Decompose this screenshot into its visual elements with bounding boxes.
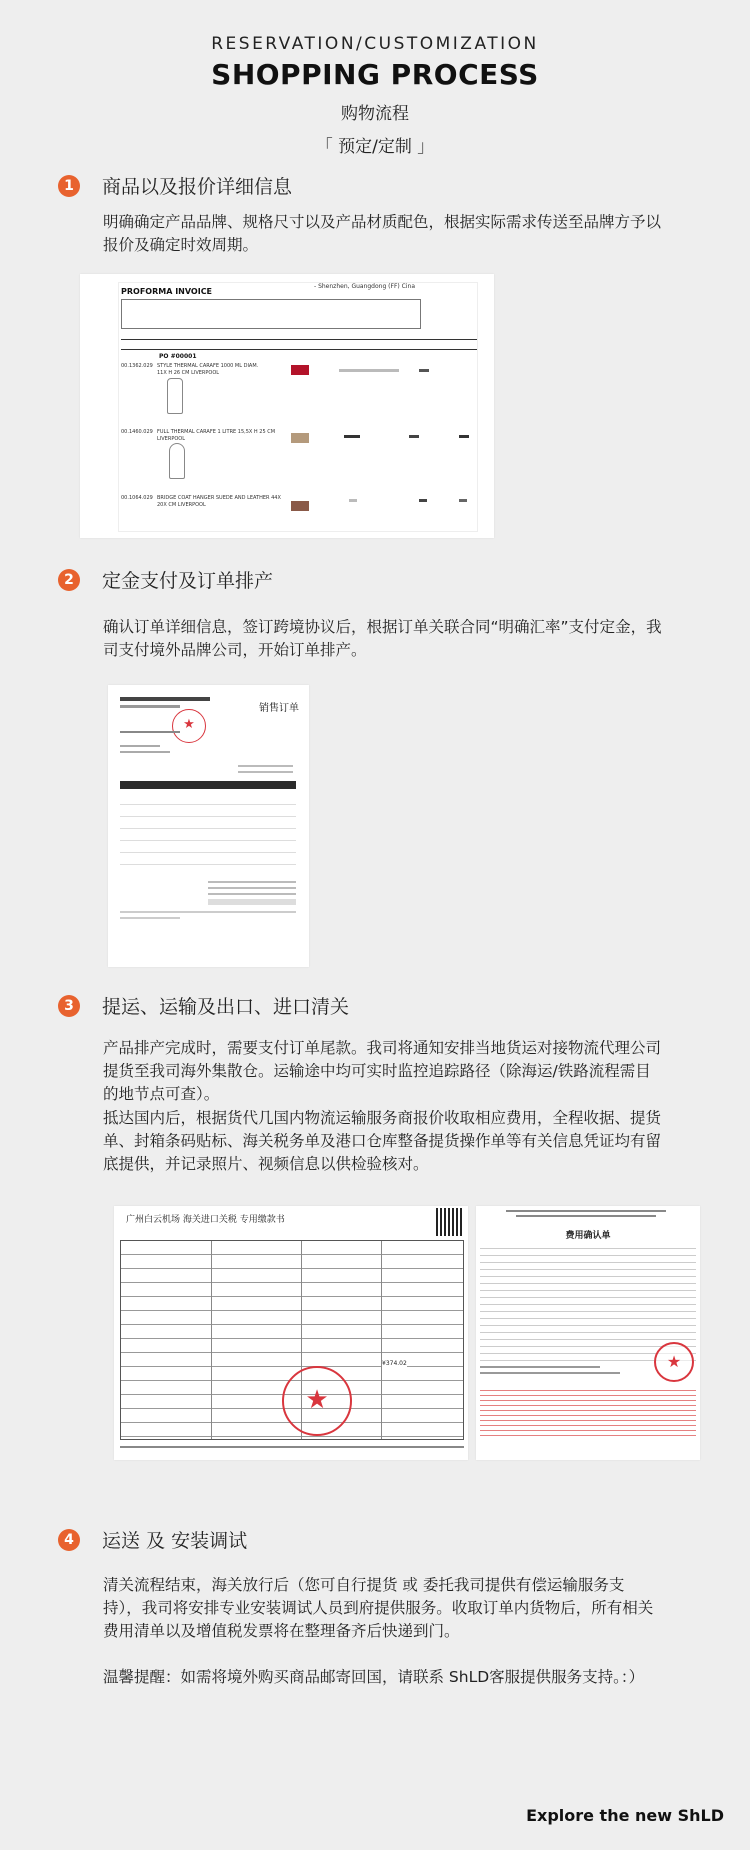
fee-title: 费用确认单 [565, 1231, 611, 1241]
step-4-reminder: 温馨提醒：如需将境外购买商品邮寄回国，请联系 ShLD客服提供服务支持。：） [103, 1668, 645, 1686]
fee-stamp-icon: ★ [654, 1342, 694, 1382]
color-swatch-red [291, 365, 309, 375]
fee-notes [480, 1386, 696, 1436]
proforma-invoice-image [80, 274, 494, 538]
page-title-cn: 购物流程 [341, 104, 409, 124]
proforma-header-right: - Shenzhen, Guangdong (FF) Cina [314, 283, 416, 290]
step-number-badge: 3 [58, 995, 80, 1017]
proforma-item: 00.1460.029 [121, 429, 153, 435]
table-header-bar [120, 781, 296, 789]
page-header [0, 34, 750, 157]
customs-payment-image [114, 1206, 468, 1460]
proforma-po: PO #00001 [159, 353, 197, 360]
step-title: 运送 及 安装调试 [102, 1530, 248, 1552]
step-1-header [58, 172, 292, 199]
page-title: SHOPPING PROCESS [211, 58, 539, 91]
step-2-header [58, 566, 273, 593]
proforma-header-grid [121, 299, 421, 329]
carafe-thumbnail [169, 443, 185, 479]
step-title: 商品以及报价详细信息 [102, 176, 293, 198]
customs-title: 广州白云机场 海关进口关税 专用缴款书 [126, 1215, 285, 1225]
step-3-description: 产品排产完成时，需要支付订单尾款。我司将通知安排当地货运对接物流代理公司提货至我司海外集散仓。运输途中均可实时监控追踪路径（除海运/铁路流程需目的地节点可查）。 [103, 1039, 662, 1103]
proforma-title: PROFORMA INVOICE [121, 287, 213, 296]
footer-link[interactable]: Explore the new ShLD [526, 1806, 724, 1825]
customs-total: ¥374.02 [382, 1360, 407, 1367]
color-swatch-beige [291, 433, 309, 443]
qr-code-icon [436, 1208, 464, 1236]
step-number-badge: 4 [58, 1529, 80, 1551]
proforma-item-desc: STYLE THERMAL CARAFE 1000 ML DIAM. 11X H 26 CM LIVERPOOL [157, 363, 259, 376]
step-3-description-2: 抵达国内后，根据货代几国内物流运输服务商报价收取相应费用，全程收据、提货单、封箱条码贴标、海关税务单及港口仓库整备提货操作单等有关信息凭证均有留底提供，并记录照片、视频信息以供检验核对。 [103, 1109, 662, 1173]
company-stamp-icon: ★ [172, 709, 206, 743]
proforma-item: 00.1362.029 [121, 363, 153, 369]
step-1-description: 明确确定产品品牌、规格尺寸以及产品材质配色，根据实际需求传送至品牌方予以报价及确定时效周期。 [103, 213, 662, 254]
step-title: 定金支付及订单排产 [102, 570, 274, 592]
carafe-thumbnail [167, 378, 183, 414]
step-number-badge: 1 [58, 175, 80, 197]
step-3-header [58, 992, 349, 1019]
proforma-item-desc: BRIDGE COAT HANGER SUEDE AND LEATHER 44X 20X CM LIVERPOOL [157, 495, 281, 508]
customs-stamp-icon: ★ [282, 1366, 352, 1436]
fee-confirmation-image [476, 1206, 700, 1460]
page-subtitle-cn: 「 预定/定制 」 [315, 137, 435, 157]
order-table [120, 793, 296, 873]
header-subtitle: RESERVATION/CUSTOMIZATION [211, 34, 539, 54]
proforma-item-desc: FULL THERMAL CARAFE 1 LITRE 15,5X H 25 CM LIVERPOOL [157, 429, 276, 442]
step-number-badge: 2 [58, 569, 80, 591]
color-swatch-brown [291, 501, 309, 511]
step-2-description: 确认订单详细信息，签订跨境协议后，根据订单关联合同“明确汇率”支付定金，我司支付境外品牌公司，开始订单排产。 [103, 618, 662, 659]
sales-order-image [108, 685, 309, 967]
proforma-item: 00.1064.029 [121, 495, 153, 501]
step-4-description: 清关流程结束，海关放行后（您可自行提货 或 委托我司提供有偿运输服务支持），我司将安排专业安装调试人员到府提供服务。收取订单内货物后，所有相关费用清单以及增值税发票将在整理备齐后快递到门。 [103, 1576, 654, 1640]
step-4-header [58, 1526, 247, 1553]
step-title: 提运、运输及出口、进口清关 [102, 996, 350, 1018]
sales-order-title: 销售订单 [259, 703, 299, 714]
